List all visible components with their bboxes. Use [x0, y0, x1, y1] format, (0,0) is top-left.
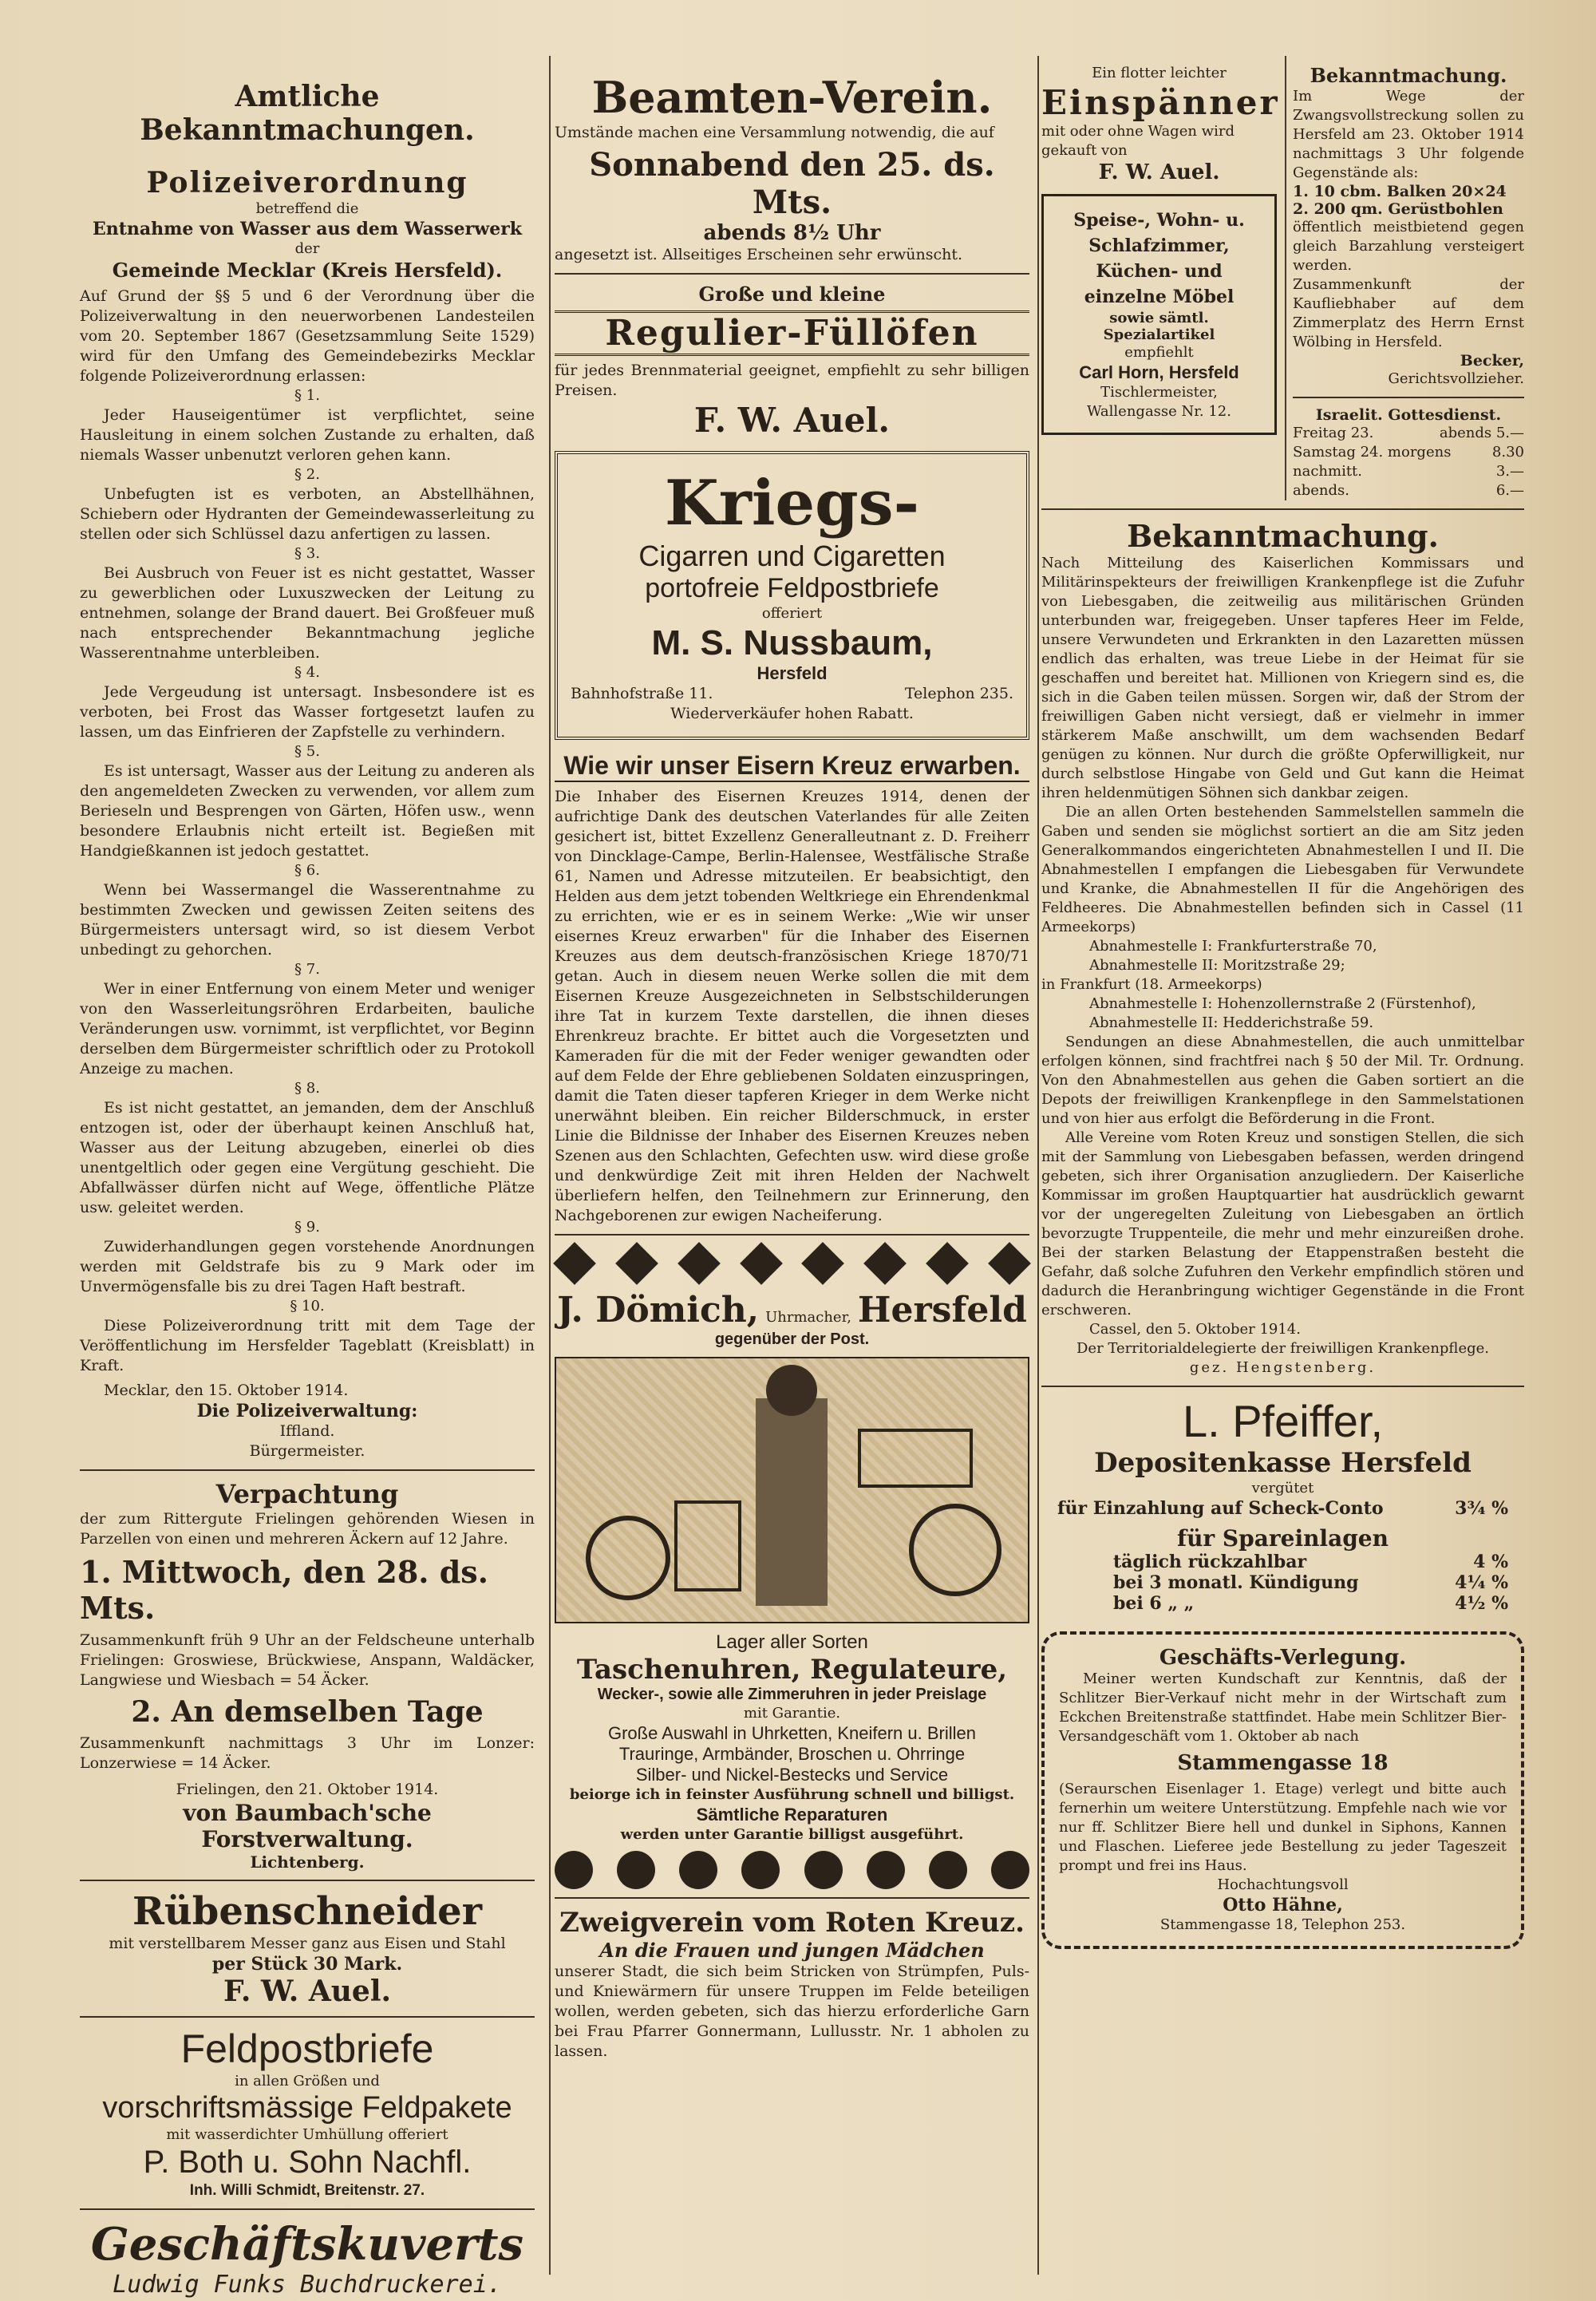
diamond-ornament: [678, 1242, 721, 1285]
regulier-sign: F. W. Auel.: [693, 401, 891, 440]
doemich-t1: Taschenuhren, Regulateure,: [576, 1654, 1008, 1686]
horn-name: Carl Horn, Hersfeld: [1079, 362, 1239, 382]
rotkreuz-title: Zweigverein vom Roten Kreuz.: [559, 1907, 1025, 1939]
verpachtung-dateline: Frielingen, den 21. Oktober 1914.: [176, 1781, 439, 1798]
paragraph-number: § 6.: [294, 862, 320, 879]
bek2-text: Nach Mitteilung des Kaiserlichen Kommissars und Militärinspekteurs der freiwilligen Krankenpflege ist die Zufuhr von Liebesgaben, die zeitweilig aus militärischen Gründen unterbunden war, freigegeben. Unser tapferes Heer im Felde, unsere Verwundeten und Erkrankten in den Lazaretten müssen endlich das erhalten, was treue Liebe in der Heimat für sie geschaffen und bereitet hat. Millionen von Kriegern sind es, die sich in die Gaben teilen müssen. Sorgen wir, daß der Strom der freiwilligen Gaben nicht versiegt, daß er vielmehr in immer stärkerem Maße anschwillt, um dem wachsenden Bedarf genügen zu können. Nur durch die größte Opferwilligkeit, nur durch selbstlose Hingabe von Geld und Gut kann die Heimat ihren heldenmütigen Söhnen sich dankbar zeigen.: [1041, 555, 1524, 801]
kriegs-ad: [555, 451, 1029, 740]
rate-row: [1041, 1593, 1524, 1614]
divider: [1041, 508, 1524, 510]
polizei-sub3: der: [294, 240, 320, 257]
rate-row: [1041, 1572, 1524, 1593]
kriegs-l1: Cigarren und Cigaretten: [638, 540, 946, 572]
kriegs-place: Hersfeld: [757, 663, 828, 683]
paragraph-number: § 3.: [294, 545, 320, 562]
verlegung-ad: [1041, 1631, 1524, 1949]
rate-label: bei 3 monatl. Kündigung: [1113, 1572, 1359, 1593]
doemich-t4: Große Auswahl in Uhrketten, Kneifern u. Brillen: [607, 1723, 976, 1743]
polizei-title: Polizeiverordnung: [146, 166, 468, 200]
column-3: [1041, 56, 1524, 1949]
verpachtung-date-2: 2. An demselben Tage: [131, 1695, 484, 1729]
verpachtung-date-1: 1. Mittwoch, den 28. ds. Mts.: [80, 1554, 488, 1626]
kriegs-l3: offeriert: [761, 605, 823, 622]
einsp-sign: F. W. Auel.: [1098, 160, 1220, 184]
heading-amtliche: Amtliche Bekanntmachungen.: [140, 80, 475, 147]
doemich-trade: Uhrmacher,: [765, 1309, 851, 1326]
paragraph-text: Jede Vergeudung ist untersagt. Insbesondere ist es verboten, bei Frost das Wasser fortgesetzt laufen zu lassen, um das Einfrieren der Zapfstelle zu verhindern.: [80, 683, 535, 741]
paragraph-number: § 5.: [294, 743, 320, 760]
isr-title: Israelit. Gottesdienst.: [1315, 406, 1502, 424]
paragraph-text: Zuwiderhandlungen gegen vorstehende Anordnungen werden mit Geldstrafe bis zu 9 Mark oder im Unvermögensfalle bis zu drei Tagen Haft bestraft.: [80, 1238, 535, 1295]
bek1-sign: Becker,: [1460, 352, 1524, 370]
bek1-text3: Zusammenkunft der Kaufliebhaber auf dem Zimmerplatz des Herrn Ernst Wölbing in Hersfeld.: [1293, 276, 1524, 350]
rueben-text: mit verstellbarem Messer ganz aus Eisen und Stahl: [109, 1935, 506, 1952]
kuverts-title: Geschäftskuverts: [90, 2218, 524, 2271]
rate-value: 4 %: [1473, 1552, 1508, 1572]
bek2-text2: Die an allen Orten bestehenden Sammelstellen sammeln die Gaben und senden sie möglichst sortiert an die am Sitz jeden Generalkommandos eingerichteten Abnahmestellen I und II. Die Abnahmestellen I empfangen die Liebesgaben für Verwundete und Kranke, die Abnahmestellen II für die Angehörigen des Feldheeres. Die Abnahmestellen befinden sich in Cassel (11 Armeekorps): [1041, 804, 1524, 935]
diamond-ornament: [863, 1242, 907, 1285]
diamond-ornament: [740, 1242, 783, 1285]
bek2-sign2: gez. Hengstenberg.: [1189, 1359, 1377, 1376]
horn-ad: [1041, 194, 1277, 435]
pfeiffer-sub: Depositenkasse Hersfeld: [1094, 1447, 1472, 1479]
bek1-text: Im Wege der Zwangsvollstreckung sollen zu Hersfeld am 23. Oktober 1914 nachmittags 3 Uhr folgende Gegenstände als:: [1293, 88, 1524, 181]
verpachtung-title: Verpachtung: [215, 1479, 399, 1509]
diamond-ornament: [553, 1242, 596, 1285]
eisern-text: Die Inhaber des Eisernen Kreuzes 1914, denen der aufrichtige Dank des deutschen Vaterlandes für alle Zeiten gesichert ist, bittet Exzellenz Generalleutnant z. D. Freiherr von Dincklage-Campe, Berlin-Halensee, Westfälische Straße 61, Namen und Adresse mitzuteilen. Er beabsichtigt, den Helden aus dem jetzt tobenden Weltkriege ein Ehrendenkmal zu errichten, wie er es in seinem Werke: „Wie wir unser eisernes Kreuz erwarben" für die Inhaber des Eisernen Kreuzes aus dem deutsch-französischen Kriege 1870/71 getan. Auch in diesem neuen Werke sollen die mit dem Eisernen Kreuze Ausgezeichneten in Selbstschilderungen ihre Tat in kurzem Texte darstellen, die ihnen dieses Ehrenkreuz brachte. Er bittet auch die Vorgesetzten und Kameraden für die mit der Feder weniger gewandten oder auf dem Felde der Ehre gebliebenen Soldaten einzuspringen, damit die Taten dieser tapferen Krieger in dem Werke nicht unerwähnt bleiben. Ein reicher Bilderschmuck, in erster Linie die Bildnisse der Inhaber des Eisernen Kreuzes neben Szenen aus den Schlachten, Gefechten usw. wird diese große und denkwürdige Zeit mit ihren Helden der Nachwelt überliefern helfen, den Teilnehmern zur Erinnerung, den Nachgeborenen zur ewigen Nacheiferung.: [555, 788, 1029, 1224]
feldpost-title: Feldpostbriefe: [180, 2026, 434, 2071]
circle-ornament: [867, 1851, 905, 1889]
polizei-authority: Die Polizeiverwaltung:: [196, 1401, 418, 1421]
paragraph-number: § 10.: [290, 1298, 325, 1315]
doemich-t5: Trauringe, Armbänder, Broschen u. Ohrringe: [618, 1744, 966, 1764]
kriegs-phone: Telephon 235.: [904, 685, 1013, 702]
pfeiffer-rates: [1041, 1552, 1524, 1614]
paragraph-text: Unbefugten ist es verboten, an Abstellhähnen, Schiebern oder Hydranten der Gemeindewasserleitung zu stellen oder sich Schlüssel dazu anfertigen zu lassen.: [80, 485, 535, 543]
horn-l5: Wallengasse Nr. 12.: [1087, 403, 1231, 420]
horn-l4: Tischlermeister,: [1100, 384, 1218, 401]
beamten-time: abends 8½ Uhr: [703, 221, 881, 245]
rueben-sign: F. W. Auel.: [223, 1975, 392, 2008]
bek1-text2: öffentlich meistbietend gegen gleich Barzahlung versteigert werden.: [1293, 219, 1524, 274]
divider: [555, 1897, 1029, 1899]
beamten-text: Umstände machen eine Versammlung notwendig, die auf: [555, 124, 994, 141]
eisern-title: Wie wir unser Eisern Kreuz erwarben.: [555, 751, 1029, 782]
beamten-text2: angesetzt ist. Allseitiges Erscheinen sehr erwünscht.: [555, 246, 963, 263]
col3-top-left: [1041, 56, 1280, 500]
diamond-ornament: [615, 1242, 658, 1285]
column-rule-1: [549, 56, 551, 2275]
bek2-date: Cassel, den 5. Oktober 1914.: [1089, 1321, 1301, 1338]
circle-ornament: [741, 1851, 780, 1889]
divider: [555, 1234, 1029, 1236]
feldpost-firm: P. Both u. Sohn Nachfl.: [143, 2145, 472, 2180]
verlegung-close: Hochachtungsvoll: [1217, 1876, 1349, 1893]
circle-ornament: [929, 1851, 967, 1889]
doemich-header: [555, 1290, 1029, 1330]
divider: [80, 2016, 535, 2018]
isr-row: [1293, 462, 1524, 481]
polizei-paragraphs: [80, 386, 535, 1376]
isr-day: Freitag 23.: [1293, 425, 1374, 441]
rueben-title: Rübenschneider: [132, 1889, 482, 1934]
regulier-pre: Große und kleine: [698, 283, 886, 306]
rate-label: bei 6 „ „: [1113, 1593, 1195, 1614]
regulier-title: Regulier-Füllöfen: [555, 310, 1029, 356]
rate-row: [1041, 1552, 1524, 1572]
kriegs-title: Kriegs-: [665, 467, 919, 540]
horn-l3: empfiehlt: [1124, 344, 1194, 361]
rueben-price: per Stück 30 Mark.: [211, 1954, 403, 1975]
circle-ornament: [617, 1851, 655, 1889]
circle-ornament: [804, 1851, 843, 1889]
polizei-sub4: Gemeinde Mecklar (Kreis Hersfeld).: [112, 259, 503, 282]
pfeiffer-r1: 3¾ %: [1455, 1498, 1508, 1519]
kriegs-firm: M. S. Nussbaum,: [651, 623, 933, 662]
paragraph-number: § 1.: [294, 387, 320, 404]
doemich-lager: Lager aller Sorten: [716, 1631, 868, 1653]
bek2-sign: Der Territorialdelegierte der freiwilligen Krankenpflege.: [1077, 1340, 1489, 1357]
feldpost-line: vorschriftsmässige Feldpakete: [102, 2091, 512, 2125]
verpachtung-text-1: Zusammenkunft früh 9 Uhr an der Feldscheune unterhalb Frielingen: Groswiese, Brückwiese, Anspann, Waldäcker, Langwiese und Wiesbach = 54 Äcker.: [80, 1631, 535, 1689]
verlegung-title: Geschäfts-Verlegung.: [1159, 1646, 1407, 1670]
bek2-text4: Alle Vereine vom Roten Kreuz und sonstigen Stellen, die sich mit der Sammlung von Liebesgaben befassen, werden dringend gebeten, sich ihrer Organisation anzugliedern. Der Kaiserliche Kommissar im großen Hauptquartier hat ausdrücklich gewarnt vor der ungeregelten Zuleitung von Liebesgaben an örtlich bevorzugte Truppenteile, die mehr und mehr einzureißen drohe. Bei der starken Belastung der Etappenstraßen besteht die Gefahr, daß solche Zufuhren den Verkehr empfindlich stören und dadurch die Heranbringung wichtiger Gegenstände in die Front erschweren.: [1041, 1129, 1524, 1319]
isr-time: 8.30: [1491, 444, 1524, 461]
verlegung-addr: Stammengasse 18: [1177, 1751, 1389, 1775]
horn-l1: Speise-, Wohn- u. Schlafzimmer, Küchen- und einzelne Möbel: [1073, 210, 1245, 307]
bek2-a1: Abnahmestelle I: Frankfurterstraße 70,: [1089, 938, 1377, 955]
verlegung-sign: Otto Hähne,: [1223, 1895, 1343, 1916]
divider: [80, 1880, 535, 1881]
diamond-ornament: [926, 1242, 969, 1285]
paragraph-text: Diese Polizeiverordnung tritt mit dem Tage der Veröffentlichung im Hersfelder Tageblatt (Kreisblatt) in Kraft.: [80, 1317, 535, 1374]
pfeiffer-title: L. Pfeiffer,: [1182, 1396, 1384, 1446]
doemich-t2: Wecker-, sowie alle Zimmeruhren in jeder Preislage: [597, 1686, 987, 1703]
verpachtung-place: Lichtenberg.: [250, 1852, 365, 1872]
clock-illustration-icon: [556, 1358, 1028, 1619]
rate-value: 4¼ %: [1455, 1572, 1508, 1593]
feldpost-sub: in allen Größen und: [235, 2073, 380, 2089]
isr-day: abends.: [1293, 482, 1349, 499]
bek2-a3: in Frankfurt (18. Armeekorps): [1041, 976, 1262, 993]
einsp-title: Einspänner: [1041, 83, 1280, 122]
column-2: [555, 56, 1029, 2062]
beamten-date: Sonnabend den 25. ds. Mts.: [589, 146, 995, 221]
isr-time: abends 5.—: [1439, 425, 1524, 441]
col3-top-row: [1041, 56, 1524, 500]
isr-row: [1293, 424, 1524, 443]
diamond-ornament: [988, 1242, 1031, 1285]
polizei-sub1: betreffend die: [255, 200, 359, 217]
divider: [1041, 1386, 1524, 1387]
kuverts-sub: Ludwig Funks Buchdruckerei.: [113, 2271, 502, 2299]
feldpost-sub2: mit wasserdichter Umhüllung offeriert: [166, 2126, 448, 2143]
doemich-name: J. Dömich,: [557, 1290, 760, 1330]
doemich-city: Hersfeld: [857, 1290, 1027, 1330]
polizei-dateline: Mecklar, den 15. Oktober 1914.: [104, 1382, 349, 1399]
isr-time: 3.—: [1495, 463, 1524, 480]
diamond-ornament-row: [555, 1243, 1029, 1283]
polizei-signer: Iffland.: [279, 1422, 335, 1440]
verpachtung-sign: von Baumbach'sche Forstverwaltung.: [183, 1800, 432, 1852]
clock-illustration: [555, 1357, 1029, 1623]
paragraph-text: Es ist untersagt, Wasser aus der Leitung zu anderen als den angemeldeten Zwecken zu verwenden, vor allem zum Berieseln und Besprengen von Gärten, Höfen usw., wenn besondere Erlaubnis nicht erteilt ist. Begießen mit Handgießkannen ist jedoch gestattet.: [80, 762, 535, 860]
isr-time: 6.—: [1495, 482, 1524, 499]
verpachtung-text: der zum Rittergute Frielingen gehörenden Wiesen in Parzellen von einen und mehreren Äckern auf 12 Jahre.: [80, 1510, 535, 1548]
paragraph-text: Wer in einer Entfernung von einem Meter und weniger von den Wasserleitungsröhren Erdarbeiten, bauliche Veränderungen usw. vornimmt, ist verpflichtet, vor Beginn derselben dem Bürgermeister schriftlich oder zu Protokoll Anzeige zu machen.: [80, 980, 535, 1077]
bek2-a5: Abnahmestelle II: Hedderichstraße 59.: [1089, 1014, 1374, 1031]
kriegs-address: Bahnhofstraße 11.: [571, 685, 713, 702]
einsp-text: mit oder ohne Wagen wird gekauft von: [1041, 123, 1235, 159]
column-1: [80, 56, 535, 2299]
pfeiffer-v: vergütet: [1251, 1480, 1314, 1496]
diamond-ornament: [802, 1242, 845, 1285]
paragraph-text: Wenn bei Wassermangel die Wasserentnahme zu bestimmten Zwecken und gewissen Zeiten seitens des Bürgermeisters untersagt wird, so ist diesem Verbot unbedingt zu gehorchen.: [80, 881, 535, 959]
doemich-t9: werden unter Garantie billigst ausgeführt.: [620, 1826, 964, 1843]
rate-label: täglich rückzahlbar: [1113, 1552, 1307, 1572]
paragraph-number: § 4.: [294, 664, 320, 681]
bek2-a4: Abnahmestelle I: Hohenzollernstraße 2 (Fürstenhof),: [1089, 995, 1476, 1012]
divider: [80, 1469, 535, 1471]
divider: [555, 273, 1029, 275]
isr-row: [1293, 443, 1524, 462]
verlegung-text2: (Seraurschen Eisenlager 1. Etage) verlegt und bitte auch fernerhin um weitere Unterstützung. Empfehle nach wie vor nur ff. Schlitzer Biere hell und dunkel in Siphons, Kannen und Flaschen. Lieferee jede Bestellung zu jeder Tageszeit prompt und frei ins Haus.: [1059, 1781, 1507, 1874]
bek2-text3: Sendungen an diese Abnahmestellen, die auch unmittelbar erfolgen können, sind frachtfrei nach § 50 der Mil. Tr. Ordnung. Von den Abnahmestellen aus gehen die Gaben sortiert an die Depots der freiwilligen Krankenpflege in den Sammelstationen und von hier aus erfolgt die Beförderung in die Front.: [1041, 1034, 1524, 1127]
circle-ornament: [555, 1851, 593, 1889]
bek1-title: Bekanntmachung.: [1310, 64, 1507, 87]
polizei-signer-title: Bürgermeister.: [249, 1442, 365, 1460]
paragraph-number: § 8.: [294, 1080, 320, 1097]
isr-day: nachmitt.: [1293, 463, 1363, 480]
paragraph-text: Bei Ausbruch von Feuer ist es nicht gestattet, Wasser zu gewerblichen oder Luxuszwecken der Leitung zu entnehmen, solange der Brand dauert. Bei Großfeuer muß nach entsprechender Bekanntmachung jegliche Wasserentnahme unterbleiben.: [80, 564, 535, 662]
bek2-title: Bekanntmachung.: [1127, 518, 1439, 554]
einsp-pre: Ein flotter leichter: [1092, 65, 1227, 81]
paragraph-number: § 7.: [294, 961, 320, 978]
kriegs-contact: [571, 684, 1013, 704]
pfeiffer-spar: für Spareinlagen: [1177, 1525, 1389, 1552]
bek1-item2: 2. 200 qm. Gerüstbohlen: [1293, 200, 1503, 218]
kriegs-l2: portofreie Feldpostbriefe: [645, 573, 939, 603]
pfeiffer-scheck-row: [1041, 1498, 1524, 1519]
doemich-t6: Silber- und Nickel-Bestecks und Service: [635, 1765, 949, 1785]
feldpost-owner: Inh. Willi Schmidt, Breitenstr. 27.: [189, 2182, 425, 2199]
polizei-sub2: Entnahme von Wasser aus dem Wasserwerk: [92, 219, 523, 239]
horn-l2: sowie sämtl. Spezialartikel: [1103, 310, 1215, 343]
beamten-title: Beamten-Verein.: [591, 72, 993, 123]
isr-day: Samstag 24. morgens: [1293, 444, 1452, 461]
verlegung-addr2: Stammengasse 18, Telephon 253.: [1159, 1916, 1406, 1933]
col3-top-right: [1285, 56, 1524, 500]
pfeiffer-l1: für Einzahlung auf Scheck-Conto: [1057, 1498, 1384, 1519]
doemich-location: gegenüber der Post.: [714, 1330, 870, 1348]
paragraph-text: Es ist nicht gestattet, an jemanden, dem der Anschluß entzogen ist, oder der überhaupt keinen Anschluß hat, Wasser aus der Leitung abzugeben, einerlei ob dies unentgeltlich oder gegen eine Vergütung geschieht. Die Abfallwässer dürfen nicht auf Wege, öffentliche Plätze usw. geleitet werden.: [80, 1099, 535, 1216]
circle-ornament: [679, 1851, 717, 1889]
doemich-t7: beiorge ich in feinster Ausführung schnell und billigst.: [569, 1786, 1015, 1803]
polizei-intro: Auf Grund der §§ 5 und 6 der Verordnung über die Polizeiverwaltung in den neuerworbenen Landesteilen vom 20. September 1867 (Gesetzsammlung Seite 1529) wird für den Umfang des Gemeindebezirks Mecklar folgende Polizeiverordnung erlassen:: [80, 287, 535, 385]
bek2-a2: Abnahmestelle II: Moritzstraße 29;: [1089, 957, 1345, 974]
kriegs-rabatt: Wiederverkäufer hohen Rabatt.: [670, 705, 914, 722]
paragraph-number: § 2.: [294, 466, 320, 483]
column-rule-2: [1037, 56, 1039, 2275]
bek1-sign2: Gerichtsvollzieher.: [1388, 370, 1524, 387]
divider: [1293, 397, 1524, 398]
isr-table: [1293, 424, 1524, 500]
divider: [80, 2208, 535, 2210]
bek1-item1: 1. 10 cbm. Balken 20×24: [1293, 183, 1507, 200]
circle-ornament: [991, 1851, 1029, 1889]
rotkreuz-sub: An die Frauen und jungen Mädchen: [599, 1939, 985, 1962]
doemich-t3: mit Garantie.: [743, 1705, 841, 1722]
rotkreuz-text: unserer Stadt, die sich beim Stricken von Strümpfen, Puls- und Kniewärmern für unsere Truppen im Felde beteiligen wollen, werden gebeten, sich das hierzu erforderliche Garn bei Frau Pfarrer Gonnermann, Lullusstr. Nr. 1 abholen zu lassen.: [555, 1963, 1029, 2060]
regulier-text: für jedes Brennmaterial geeignet, empfiehlt zu sehr billigen Preisen.: [555, 362, 1029, 399]
verlegung-text: Meiner werten Kundschaft zur Kenntnis, daß der Schlitzer Bier-Verkauf nicht mehr in der Wirtschaft zum Eckchen Breitenstraße stattfindet. Habe mein Schlitzer Bier-Versandgeschäft vom 1. Oktober ab nach: [1059, 1670, 1507, 1745]
paragraph-number: § 9.: [294, 1219, 320, 1236]
paragraph-text: Jeder Hauseigentümer ist verpflichtet, seine Hausleitung in einem solchen Zustande zu erhalten, daß niemals Wasser unbenutzt verloren gehen kann.: [80, 406, 535, 464]
circle-ornament-row: [555, 1851, 1029, 1889]
doemich-t8: Sämtliche Reparaturen: [696, 1805, 888, 1825]
verpachtung-text-2: Zusammenkunft nachmittags 3 Uhr im Lonzer: Lonzerwiese = 14 Äcker.: [80, 1734, 535, 1772]
rate-value: 4½ %: [1455, 1593, 1508, 1614]
isr-row: [1293, 481, 1524, 500]
